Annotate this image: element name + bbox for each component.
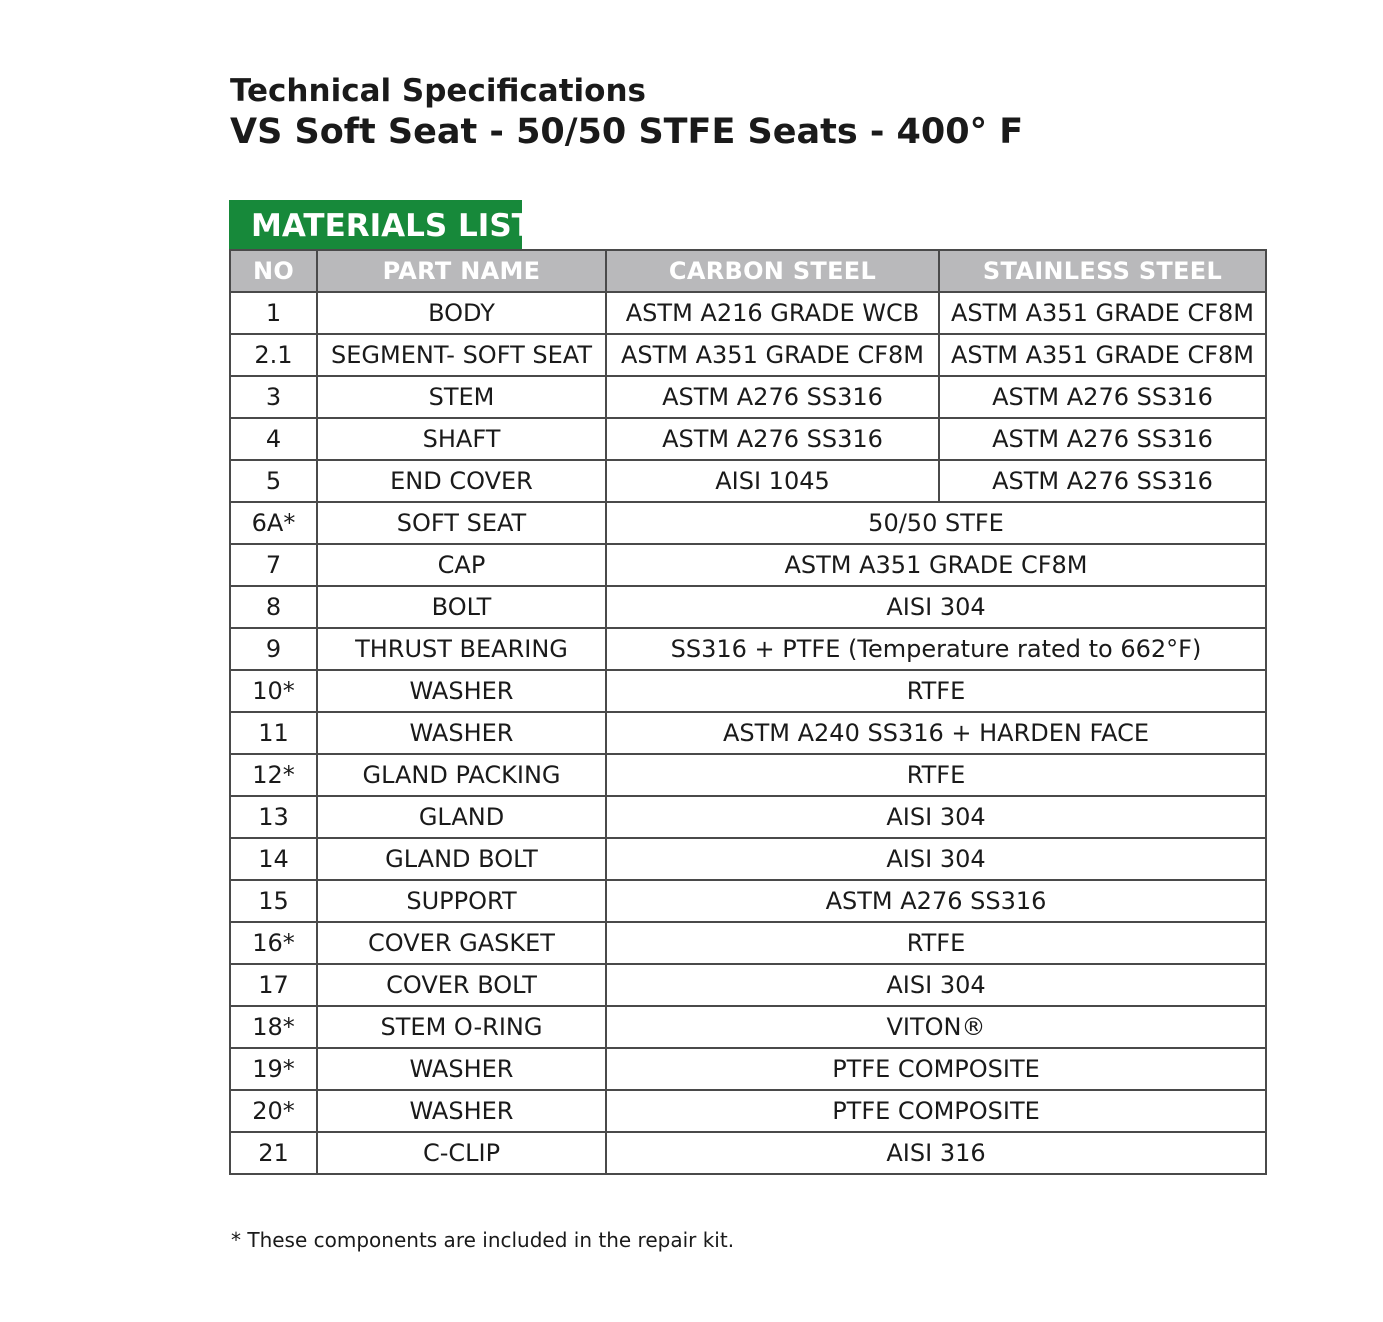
cell-material: AISI 304 (606, 964, 1266, 1006)
cell-part-name: WASHER (317, 712, 606, 754)
cell-carbon-steel: ASTM A276 SS316 (606, 418, 939, 460)
cell-part-name: GLAND BOLT (317, 838, 606, 880)
cell-no: 18* (230, 1006, 317, 1048)
table-row (230, 880, 1266, 922)
column-header-stainless-steel: STAINLESS STEEL (939, 250, 1266, 292)
cell-material: PTFE COMPOSITE (606, 1090, 1266, 1132)
cell-part-name: STEM O-RING (317, 1006, 606, 1048)
cell-part-name: SEGMENT- SOFT SEAT (317, 334, 606, 376)
cell-material: RTFE (606, 754, 1266, 796)
cell-no: 11 (230, 712, 317, 754)
cell-carbon-steel: AISI 1045 (606, 460, 939, 502)
cell-no: 20* (230, 1090, 317, 1132)
cell-carbon-steel: ASTM A276 SS316 (606, 376, 939, 418)
table-row (230, 586, 1266, 628)
cell-part-name: SUPPORT (317, 880, 606, 922)
cell-material: AISI 304 (606, 586, 1266, 628)
cell-part-name: COVER GASKET (317, 922, 606, 964)
cell-part-name: COVER BOLT (317, 964, 606, 1006)
page-subtitle: VS Soft Seat - 50/50 STFE Seats - 400° F (230, 112, 1024, 152)
cell-material: RTFE (606, 670, 1266, 712)
table-row (230, 376, 1266, 418)
cell-material: ASTM A240 SS316 + HARDEN FACE (606, 712, 1266, 754)
materials-table (229, 249, 1267, 1175)
cell-no: 19* (230, 1048, 317, 1090)
cell-material: AISI 304 (606, 838, 1266, 880)
table-row (230, 1006, 1266, 1048)
cell-no: 10* (230, 670, 317, 712)
cell-carbon-steel: ASTM A216 GRADE WCB (606, 292, 939, 334)
table-row (230, 670, 1266, 712)
table-row (230, 1048, 1266, 1090)
cell-no: 15 (230, 880, 317, 922)
column-header-no: NO (230, 250, 317, 292)
cell-part-name: BOLT (317, 586, 606, 628)
cell-material: PTFE COMPOSITE (606, 1048, 1266, 1090)
cell-stainless-steel: ASTM A276 SS316 (939, 418, 1266, 460)
cell-no: 1 (230, 292, 317, 334)
cell-no: 17 (230, 964, 317, 1006)
repair-kit-footnote: * These components are included in the repair kit. (231, 1228, 735, 1252)
table-row (230, 544, 1266, 586)
cell-part-name: THRUST BEARING (317, 628, 606, 670)
table-header (230, 250, 1266, 292)
cell-no: 14 (230, 838, 317, 880)
cell-no: 6A* (230, 502, 317, 544)
cell-part-name: WASHER (317, 1090, 606, 1132)
cell-part-name: WASHER (317, 670, 606, 712)
table-row (230, 1090, 1266, 1132)
cell-no: 12* (230, 754, 317, 796)
table-row (230, 418, 1266, 460)
cell-material: VITON® (606, 1006, 1266, 1048)
cell-part-name: SHAFT (317, 418, 606, 460)
table-row (230, 502, 1266, 544)
table-header-row (230, 250, 1266, 292)
table-row (230, 922, 1266, 964)
cell-stainless-steel: ASTM A276 SS316 (939, 376, 1266, 418)
table-row (230, 292, 1266, 334)
cell-no: 5 (230, 460, 317, 502)
cell-part-name: C-CLIP (317, 1132, 606, 1174)
column-header-part-name: PART NAME (317, 250, 606, 292)
column-header-carbon-steel: CARBON STEEL (606, 250, 939, 292)
table-row (230, 838, 1266, 880)
table-row (230, 754, 1266, 796)
table-row (230, 628, 1266, 670)
table-row (230, 796, 1266, 838)
cell-part-name: SOFT SEAT (317, 502, 606, 544)
cell-no: 4 (230, 418, 317, 460)
cell-stainless-steel: ASTM A276 SS316 (939, 460, 1266, 502)
cell-no: 21 (230, 1132, 317, 1174)
cell-material: AISI 316 (606, 1132, 1266, 1174)
cell-carbon-steel: ASTM A351 GRADE CF8M (606, 334, 939, 376)
cell-material: AISI 304 (606, 796, 1266, 838)
table-row (230, 712, 1266, 754)
cell-part-name: END COVER (317, 460, 606, 502)
materials-list-label: MATERIALS LIST (229, 200, 522, 249)
table-row (230, 334, 1266, 376)
table-row (230, 1132, 1266, 1174)
cell-no: 9 (230, 628, 317, 670)
table-row (230, 460, 1266, 502)
cell-part-name: GLAND PACKING (317, 754, 606, 796)
cell-material: ASTM A351 GRADE CF8M (606, 544, 1266, 586)
cell-stainless-steel: ASTM A351 GRADE CF8M (939, 334, 1266, 376)
cell-no: 7 (230, 544, 317, 586)
table-row (230, 964, 1266, 1006)
cell-material: SS316 + PTFE (Temperature rated to 662°F) (606, 628, 1266, 670)
cell-no: 13 (230, 796, 317, 838)
cell-part-name: STEM (317, 376, 606, 418)
cell-part-name: CAP (317, 544, 606, 586)
cell-material: ASTM A276 SS316 (606, 880, 1266, 922)
cell-part-name: GLAND (317, 796, 606, 838)
page-heading (230, 72, 1023, 154)
page-title: Technical Specifications (230, 73, 646, 109)
cell-part-name: WASHER (317, 1048, 606, 1090)
cell-part-name: BODY (317, 292, 606, 334)
cell-stainless-steel: ASTM A351 GRADE CF8M (939, 292, 1266, 334)
cell-material: 50/50 STFE (606, 502, 1266, 544)
cell-material: RTFE (606, 922, 1266, 964)
table-body (230, 292, 1266, 1174)
cell-no: 16* (230, 922, 317, 964)
cell-no: 3 (230, 376, 317, 418)
cell-no: 8 (230, 586, 317, 628)
cell-no: 2.1 (230, 334, 317, 376)
